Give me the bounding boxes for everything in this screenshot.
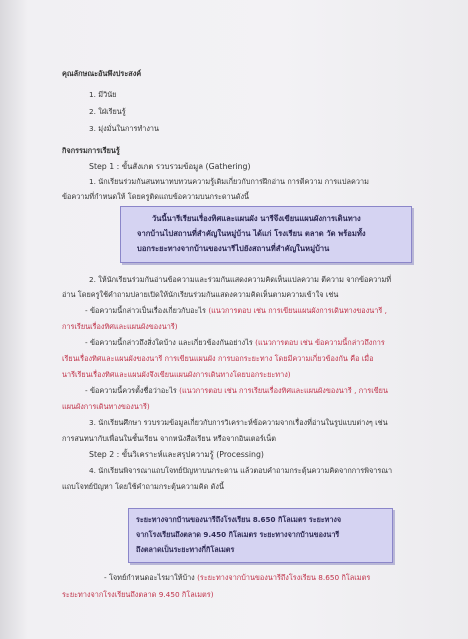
paragraph-2-line-1: 2. ให้นักเรียนร่วมกันอ่านข้อความและร่วมกันแสดงความคิดเห็นแปลความ ตีความ จากข้อความที่ bbox=[89, 275, 392, 284]
box1-line-3: บอกระยะทางจากบ้านของนารีไปยังสถานที่สำคัญในหมู่บ้าน bbox=[137, 244, 330, 253]
question-4: - โจทย์กำหนดอะไรมาให้บ้าง (ระยะทางจากบ้านของนารีถึงโรงเรียน 8.650 กิโลเมตร bbox=[104, 573, 371, 582]
question-2-answer-cont-1: เรียนเรื่องทิศและแผนผังของนารี การเขียนแผนผัง การบอกระยะทาง โดยมีความเกี่ยวข้องกัน คือ เมื่อ bbox=[62, 354, 374, 363]
paragraph-2-line-2: อ่าน โดยครูใช้คำถามปลายเปิดให้นักเรียนร่วมกันแสดงความคิดเห็นตามความเข้าใจ เช่น bbox=[62, 290, 339, 299]
box1-line-2: จากบ้านไปสถานที่สำคัญในหมู่บ้าน ได้แก่ โรงเรียน ตลาด วัด พร้อมทั้ง bbox=[137, 229, 366, 238]
box2-line-1: ระยะทางจากบ้านของนารีถึงโรงเรียน 8.650 กิโลเมตร ระยะทางจ bbox=[136, 515, 342, 524]
step2-title: Step 2 : ขั้นวิเคราะห์และสรุปความรู้ (Processing) bbox=[89, 450, 264, 459]
question-2-answer-cont-2: นารีเรียนเรื่องทิศและแผนผังจึงเขียนแผนผังการเดินทางโดยบอกระยะทาง) bbox=[62, 370, 291, 379]
question-2: - ข้อความนี้กล่าวถึงสิ่งใดบ้าง และเกี่ยวข้องกันอย่างไร (แนวการตอบ เช่น ข้อความนี้กล่าวถึงการ bbox=[85, 338, 385, 347]
question-3: - ข้อความนี้ควรตั้งชื่อว่าอะไร (แนวการตอบ เช่น การเรียนเรื่องทิศและแผนผังของนารี , การเขียน bbox=[85, 386, 388, 395]
box2-line-3: ถึงตลาดเป็นระยะทางกี่กิโลเมตร bbox=[136, 545, 235, 554]
question-1-answer-cont: การเรียนเรื่องทิศและแผนผังของนารี) bbox=[62, 322, 178, 331]
question-3-answer-cont: แผนผังการเดินทางของนารี) bbox=[62, 402, 150, 411]
desirable-traits-heading: คุณลักษณะอันพึงประสงค์ bbox=[62, 69, 142, 78]
trait-item-2: 2. ใฝ่เรียนรู้ bbox=[89, 107, 126, 116]
box1-line-1: วันนี้นารีเรียนเรื่องทิศและแผนผัง นารีจึงเขียนแผนผังการเดินทาง bbox=[152, 214, 361, 223]
paragraph-4-line-1: 4. นักเรียนพิจารณาแถบโจทย์ปัญหาบนกระดาน แล้วตอบคำถามกระตุ้นความคิดจากการพิจารณา bbox=[89, 466, 393, 475]
paragraph-3-line-1: 3. นักเรียนศึกษา รวบรวมข้อมูลเกี่ยวกับการวิเคราะห์ข้อความจากเรื่องที่อ่านในรูปแบบต่างๆ เช่น bbox=[89, 418, 388, 427]
paragraph-1-line-1: 1. นักเรียนร่วมกันสนทนาทบทวนความรู้เดิมเกี่ยวกับการฝึกอ่าน การตีความ การแปลความ bbox=[89, 177, 369, 186]
question-1: - ข้อความนี้กล่าวเป็นเรื่องเกี่ยวกับอะไร (แนวการตอบ เช่น การเขียนแผนผังการเดินทางของนารี , bbox=[85, 306, 387, 315]
box2-line-2: จากโรงเรียนถึงตลาด 9.450 กิโลเมตร ระยะทางจากบ้านของนารี bbox=[136, 530, 340, 539]
paragraph-1-line-2: ข้อความที่กำหนดให้ โดยครูติดแถบข้อความบนกระดานดังนี้ bbox=[62, 192, 250, 201]
step1-title: Step 1 : ขั้นสังเกต รวบรวมข้อมูล (Gathering) bbox=[89, 162, 251, 171]
question-4-answer-cont: ระยะทางจากโรงเรียนถึงตลาด 9.450 กิโลเมตร) bbox=[62, 590, 214, 599]
question-4-answer: (ระยะทางจากบ้านของนารีถึงโรงเรียน 8.650 กิโลเมตร bbox=[197, 573, 371, 582]
activities-heading: กิจกรรมการเรียนรู้ bbox=[62, 146, 120, 155]
text-strip-box-2 bbox=[128, 508, 393, 563]
question-1-answer: (แนวการตอบ เช่น การเขียนแผนผังการเดินทางของนารี , bbox=[208, 306, 387, 315]
text-strip-box-1 bbox=[120, 206, 412, 263]
paragraph-3-line-2: การสนทนากับเพื่อนในชั้นเรียน จากหนังสือเรียน หรือจากอินเตอร์เน็ต bbox=[62, 434, 276, 443]
paragraph-4-line-2: แถบโจทย์ปัญหา โดยใช้คำถามกระตุ้นความคิด ดังนี้ bbox=[62, 482, 224, 491]
trait-item-1: 1. มีวินัย bbox=[89, 90, 117, 99]
question-2-answer: (แนวการตอบ เช่น ข้อความนี้กล่าวถึงการ bbox=[255, 338, 385, 347]
trait-item-3: 3. มุ่งมั่นในการทำงาน bbox=[89, 124, 159, 133]
question-3-answer: (แนวการตอบ เช่น การเรียนเรื่องทิศและแผนผังของนารี , การเขียน bbox=[179, 386, 388, 395]
